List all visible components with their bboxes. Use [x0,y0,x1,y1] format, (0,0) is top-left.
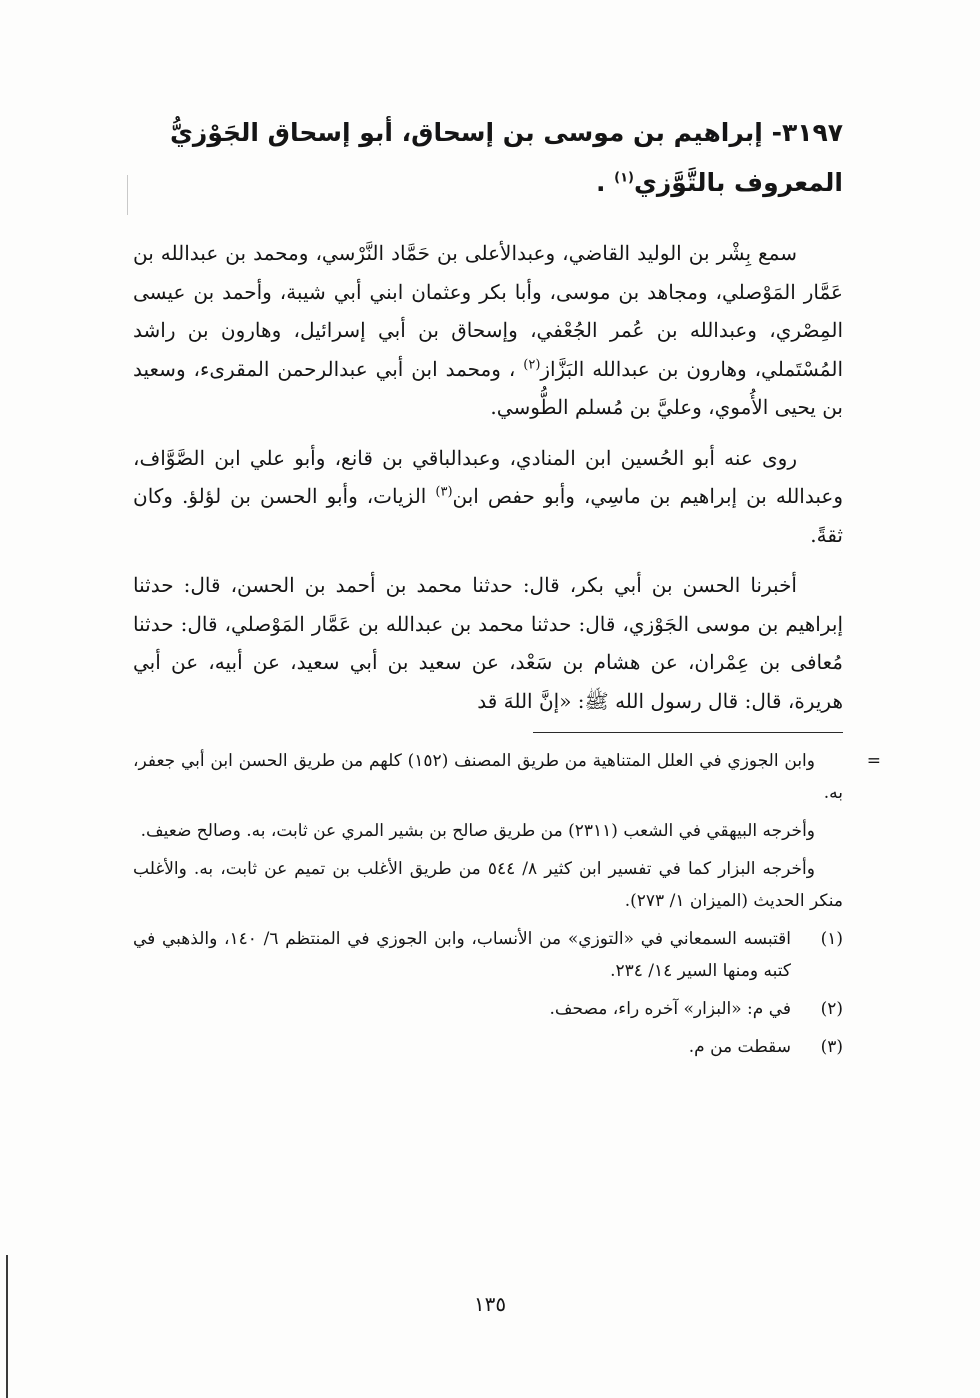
footnote-3-text: سقطت من م. [688,1037,791,1057]
binding-edge-line [6,1255,8,1398]
footnote-2-text: في م: «البزار» آخره راء، مصحف. [549,999,791,1019]
footnote-3-number: (٣) [820,1037,843,1057]
paragraph-teachers [133,234,843,427]
footnote-1-text: اقتبسه السمعاني في «التوزي» من الأنساب، وابن الجوزي في المنتظم ٦/ ١٤٠، والذهبي في كتبه ومنها السير ١٤/ ٢٣٤. [133,929,791,981]
entry-title [133,108,843,208]
entry-known-as: المعروف بالتَّوَّزي [633,168,843,197]
footnote-continuation-2: وأخرجه البيهقي في الشعب (٢٣١١) من طريق صالح بن بشير المري عن ثابت، به. وصالح ضعيف. [140,821,815,841]
entry-name: - إبراهيم بن موسى بن إسحاق، أبو إسحاق الجَوْزيُّ [170,118,782,147]
footnote-continuation-3: وأخرجه البزار كما في تفسير ابن كثير ٨/ ٥٤٤ من طريق الأغلب بن تميم عن ثابت، به. والأغلب منكر الحديث (الميزان ١/ ٢٧٣). [133,859,843,911]
paragraph-students-text-a: روى عنه أبو الحُسين ابن المنادي، وعبدالباقي بن قانع، وأبو علي ابن الصَّوَّاف، وعبدالله بن إبراهيم بن ماسِي، وأبو حفص ابن [133,445,843,508]
paragraph-students [133,439,843,555]
footnote-2 [133,993,843,1025]
footnote-ref-3: (٣) [435,484,453,500]
paragraph-students-text-b: الزيات، وأبو الحسن بن لؤلؤ. وكان ثقةً. [133,484,843,547]
footnotes [133,745,881,1063]
footnote-continuation-1: وابن الجوزي في العلل المتناهية من طريق المصنف (١٥٢) كلهم من طريق الحسن ابن أبي جعفر، به. [133,751,843,803]
entry-title-end: . [595,168,615,197]
page-number: ١٣٥ [473,1292,507,1316]
paragraph-teachers-text-b: ، ومحمد ابن أبي عبدالرحمن المقرىء، وسعيد بن يحيى الأُموي، وعليَّ بن مُسلم الطُّوسي. [133,356,843,419]
paragraph-teachers-text-a: سمع بِشْر بن الوليد القاضي، وعبدالأعلى بن حَمَّاد النَّرْسي، ومحمد بن عبدالله بن عَمَّار المَوْصلي، ومجاهد بن موسى، وأبا بكر وعثمان ابني أبي شيبة، وأحمد بن عيسى المِصْري، وعبدالله بن عُمر الجُعْفي، وإسحاق بن أبي إسرائيل، وهارون بن راشد المُسْتَملي، وهارون بن عبدالله البَزَّاز [133,241,844,381]
footnote-divider [133,732,843,733]
footnote-1 [133,923,843,987]
footnote-2-number: (٢) [820,999,843,1019]
text-column [133,108,881,1069]
paragraph-hadith: أخبرنا الحسن بن أبي بكر، قال: حدثنا محمد بن أحمد بن الحسن، قال: حدثنا إبراهيم بن موسى الجَوْزي، قال: حدثنا محمد بن عبدالله بن عَمَّار المَوْصلي، قال: حدثنا مُعافى بن عِمْران، عن هشام بن سَعْد، عن سعيد بن أبي سعيد، عن أبيه، عن أبي هريرة، قال: قال رسول الله ﷺ: «إنَّ اللهَ قد [133,573,843,713]
continuation-mark: = [866,751,881,771]
scan-mark [127,175,128,215]
footnote-1-number: (١) [820,929,843,949]
footnote-ref-1: (١) [614,170,634,186]
entry-number: ٣١٩٧ [781,118,843,147]
footnote-3 [133,1031,843,1063]
footnote-ref-2: (٢) [523,356,541,372]
